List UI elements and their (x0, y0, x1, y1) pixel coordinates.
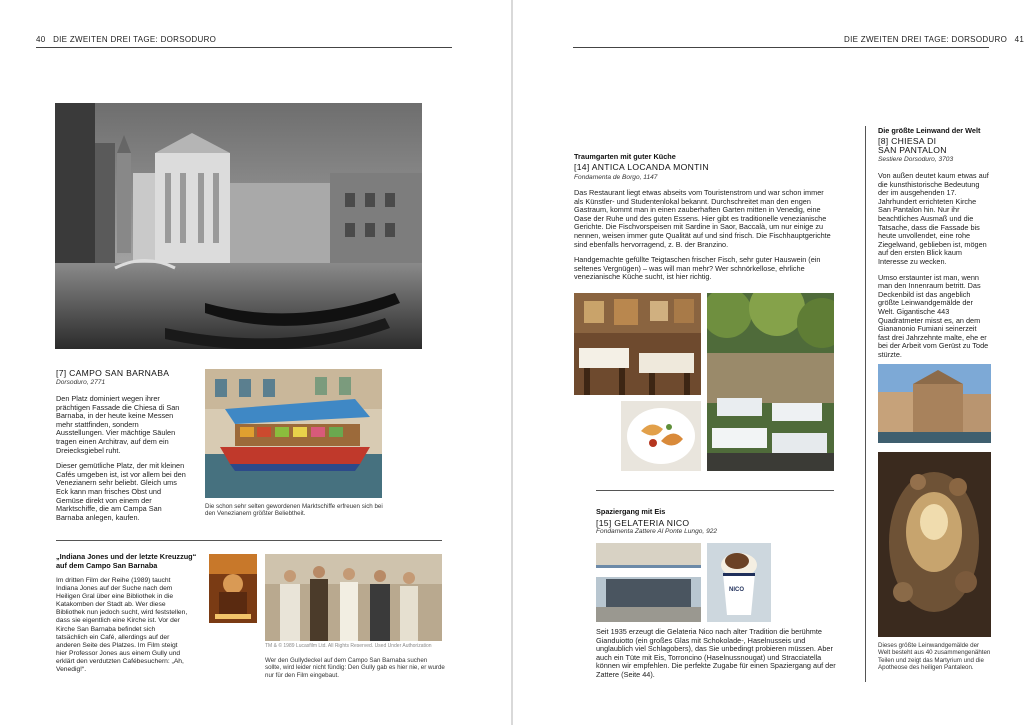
indiana-title: „Indiana Jones und der letzte Kreuzzug“ auf dem Campo San Barnaba (56, 552, 197, 570)
header-rule-right (573, 47, 989, 48)
ice-cream-cup-photo (707, 543, 771, 622)
page-number-right: 41 (1014, 35, 1024, 44)
restaurant-garden-photo (707, 293, 834, 471)
antica-para-1: Das Restaurant liegt etwas abseits vom Touristenstrom und war schon immer als Künstler- und Studentenlokal bekannt. Durchschreitet man den engen Gastraum, kommt man in einen zauberhaften Garten mitten in Venedig, eine Oase der Ruhe und des guten Essens. Hier gibt es traditionelle venezianische Gerichte. Die Fischvorspeisen mit Sardine in Saor, Baccalà, um nur einige zu nennen, weisen immer gute Qualität auf und sind frisch. Die Fischhauptgerichte sind ebenfalls hervorragend, z. B. der Branzino. (574, 188, 831, 249)
left-page (0, 0, 511, 725)
campo-san-barnaba-photo (55, 103, 422, 349)
running-head-title: DIE ZWEITEN DREI TAGE: DORSODURO (53, 35, 217, 44)
pantalon-para-2: Umso erstaunter ist man, wenn man den Innenraum betritt. Das Deckenbild ist das angeblich größte Leinwandgemälde der Welt. Gigantische 443 Quadratmeter misst es, an dem Giananonio Fumiani seinerzeit fast drei Jahrzehnte malte, ehe er bei der Arbeit vom Gerüst zu Tode stürzte. (878, 272, 989, 359)
nico-kicker: Spaziergang mit Eis (596, 507, 666, 516)
ravioli-dish-photo (621, 401, 701, 471)
indiana-body: Im dritten Film der Reihe (1989) taucht Indiana Jones auf der Suche nach dem Heiligen Gral über eine Bibliothek in die Katakomben der Stadt ab. Wer diese Bibliothek nun jedoch sucht, wird feststellen, dass sie eigentlich eine Kirche ist. Vor der Kirche San Barnaba befindet sich tatsächlich ein Café, allerdings auf der anderen Seite des Platzes. Im Film steigt hier Professor Jones aus einem Gully und erklärt den verdutzten Cafébesuchern: „Ah, Venedig!“. (56, 577, 188, 674)
nico-heading: [15] GELATERIA NICO (596, 518, 690, 528)
nico-cup-logo: NICO (729, 587, 744, 593)
nico-address: Fondamenta Zattere Al Ponte Lungo, 922 (596, 528, 718, 535)
antica-kicker: Traumgarten mit guter Küche (574, 152, 676, 161)
left-running-head (36, 35, 216, 44)
nico-body: Seit 1935 erzeugt die Gelateria Nico nach alter Tradition die berühmte Gianduiotto (ein großes Glas mit Schokolade-, Haselnusseis und unglaublich viel Schlagobers), das Sie unbedingt probieren müssen. Aber auch ein Tüte mit Eis, Torroncino (Haselnussnougat) und Stracciatella können wir empfehlen. Die perfekte Zugabe für einen Spaziergang auf der Zattere (Seite 44). (596, 627, 836, 679)
antica-heading: [14] ANTICA LOCANDA MONTIN (574, 162, 709, 172)
campo-para-2: Dieser gemütliche Platz, der mit kleinen Cafés umgeben ist, ist vor allem bei den Venezianern sehr beliebt. Gleich ums Eck kann man frisches Obst und Gemüse direkt von einem der Marktschiffe, die am Campa San Barnaba anlegen, kaufen. (56, 461, 186, 522)
pantalon-heading-line-2: SAN PANTALON (878, 145, 947, 155)
indiana-box-rule (56, 540, 442, 541)
pantalon-body (878, 172, 990, 366)
gelateria-storefront-photo (596, 543, 701, 622)
right-running-head (844, 35, 1024, 44)
pantalon-column-rule (865, 126, 866, 682)
header-rule (36, 47, 452, 48)
pantalon-para-1: Von außen deutet kaum etwas auf die kunsthistorische Bedeutung der im ausgehenden 17. Jahrhundert errichteten Kirche San Pantalon hin. Nur ihr beachtliches Ausmaß und die Tatsache, dass die Fassade bis heute unvollendet, eine rohe Ziegelwand, geblieben ist, mögen auf den ersten Blick kaum Interesse zu wecken. (878, 171, 989, 266)
campo-heading: [7] CAMPO SAN BARNABA (56, 368, 170, 378)
antica-body (574, 189, 834, 289)
pantalon-kicker: Die größte Leinwand der Welt (878, 126, 981, 135)
san-pantalon-exterior-photo (878, 364, 991, 443)
restaurant-interior-photo (574, 293, 701, 395)
antica-para-2: Handgemachte gefüllte Teigtaschen frischer Fisch, sehr guter Hauswein (ein seltenes Vergnügen) – was will man mehr? Wer schnörkellose, ehrliche venezianische Küche sucht, ist hier richtig. (574, 255, 821, 282)
campo-body (56, 395, 186, 529)
campo-address: Dorsoduro, 2771 (56, 379, 106, 386)
right-page (513, 0, 1024, 725)
indiana-film-still-photo (265, 554, 442, 641)
market-boat-caption: Die schon sehr selten gewordenen Marktschiffe erfreuen sich bei den Venezianern größter Beliebtheit. (205, 503, 383, 518)
indiana-poster-photo (209, 554, 257, 623)
pantalon-address: Sestiere Dorsoduro, 3703 (878, 156, 954, 163)
market-boat-photo (205, 369, 382, 498)
ceiling-painting-caption: Dieses größte Leinwandgemälde der Welt besteht aus 40 zusammengenähten Teilen und zeigt das Martyrium und die Apotheose des heiligen Pantaleon. (878, 642, 991, 672)
campo-para-1: Den Platz dominiert wegen ihrer prächtigen Fassade die Chiesa di San Barnaba, in der heute keine Messen mehr stattfinden, sondern Ausstellungen. Vier mächtige Säulen tragen einen Architrav, auf dem ein Dreiecksgiebel ruht. (56, 394, 180, 455)
film-still-copyright: TM & © 1989 Lucasfilm Ltd. All Rights Reserved. Used Under Authorization (265, 643, 432, 649)
antica-address: Fondamenta de Borgo, 1147 (574, 174, 658, 181)
ceiling-painting-photo (878, 452, 991, 637)
page-number: 40 (36, 35, 46, 44)
pantalon-heading-line-1: [8] CHIESA DI (878, 136, 937, 146)
nico-box-rule (596, 490, 834, 491)
indiana-caption: Wer den Gullydeckel auf dem Campo San Barnaba suchen sollte, wird leider nicht fündig: Den Gully gab es hier nie, er wurde nur für den Film eingebaut. (265, 657, 445, 679)
running-head-title-right: DIE ZWEITEN DREI TAGE: DORSODURO (844, 35, 1008, 44)
